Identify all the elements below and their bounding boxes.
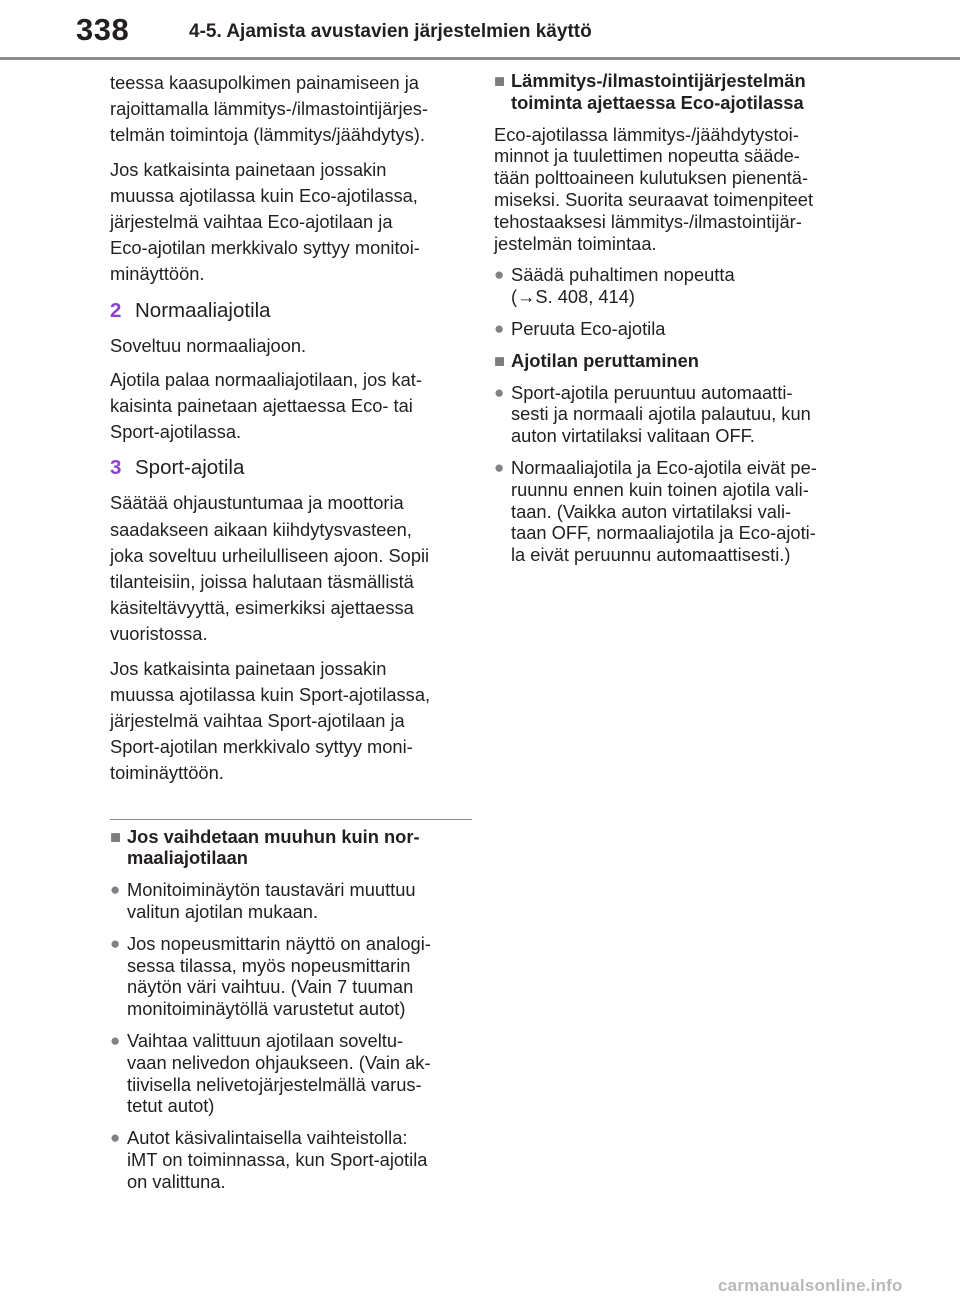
text-line: toiminäyttöön.	[110, 762, 224, 784]
text-line: Autot käsivalintaisella vaihteistolla:	[127, 1127, 408, 1149]
text-line: tiivisella nelivetojärjestelmällä varus-	[127, 1073, 422, 1095]
text-line: Lämmitys-/ilmastointijärjestelmän	[511, 70, 806, 91]
text-line: jestelmän toimintaa.	[494, 232, 657, 254]
round-bullet-icon: ●	[110, 1031, 121, 1051]
text-line: valitun ajotilan mukaan.	[127, 901, 319, 923]
cancel-bullets	[494, 382, 854, 566]
bullet-text	[511, 457, 817, 566]
text-line: Säädä puhaltimen nopeutta	[511, 264, 735, 286]
section-divider	[110, 819, 472, 820]
mode-3-note	[110, 656, 466, 787]
text-line: Säätää ohjaustuntumaa ja moottoria	[110, 492, 404, 514]
text-line: Sport-ajotila peruuntuu automaatti-	[511, 381, 793, 403]
header-divider	[0, 57, 960, 60]
text-line: Sport-ajotilan merkkivalo syttyy moni-	[110, 736, 413, 758]
intro-paragraph	[110, 70, 466, 149]
round-bullet-icon: ●	[494, 318, 505, 338]
text-line: Peruuta Eco-ajotila	[511, 317, 666, 339]
square-bullet-icon: ■	[110, 825, 122, 847]
bullet-item	[110, 1127, 466, 1192]
text-line: Ajotila palaa normaaliajotilaan, jos kat-	[110, 368, 422, 390]
text-line: joka soveltuu urheilulliseen ajoon. Sopii	[110, 544, 430, 566]
page-header	[0, 0, 960, 62]
other-mode-bullets	[110, 879, 466, 1192]
text-line: kaisinta painetaan ajettaessa Eco- tai	[110, 395, 413, 417]
text-line: näytön väri vaihtuu. (Vain 7 tuuman	[127, 976, 414, 998]
text-line: minäyttöön.	[110, 263, 205, 285]
cancel-heading	[494, 350, 854, 372]
mode-2-number: 2	[110, 298, 122, 322]
text-line: tään polttoaineen kulutuksen pienentä-	[494, 167, 809, 189]
text-line: toiminta ajettaessa Eco-ajotilassa	[511, 91, 804, 113]
text-line: taan OFF, normaaliajotila ja Eco-ajoti-	[511, 522, 816, 544]
text-line: maaliajotilaan	[127, 847, 248, 869]
cancel-heading-text	[511, 350, 699, 372]
other-mode-heading-text	[127, 826, 420, 870]
climate-paragraph	[494, 124, 854, 255]
round-bullet-icon: ●	[494, 265, 505, 285]
square-bullet-icon: ■	[494, 349, 506, 371]
bullet-item	[110, 1030, 466, 1117]
mode-2-description	[110, 333, 466, 359]
text-line: Normaaliajotila ja Eco-ajotila eivät pe-	[511, 456, 817, 478]
bullet-item	[494, 264, 854, 308]
bullet-text	[127, 879, 416, 923]
bullet-text	[127, 1030, 431, 1117]
watermark: carmanualsonline.info	[718, 1276, 903, 1295]
round-bullet-icon: ●	[110, 933, 121, 953]
text-line: ruunnu ennen kuin toinen ajotila vali-	[511, 478, 809, 500]
text-line: Jos vaihdetaan muuhun kuin nor-	[127, 825, 420, 847]
text-line: vuoristossa.	[110, 623, 208, 645]
text-line: saadakseen aikaan kiihdytysvasteen,	[110, 518, 412, 540]
mode-2-note	[110, 367, 466, 446]
section-title: 4-5. Ajamista avustavien järjestelmien käyttö	[189, 21, 592, 42]
text-line: sesti ja normaali ajotila palautuu, kun	[511, 403, 811, 425]
text-line: Ajotilan peruttaminen	[511, 349, 699, 371]
bullet-text	[127, 933, 431, 1020]
text-line: järjestelmä vaihtaa Eco-ajotilaan ja	[110, 211, 393, 233]
text-line: Monitoiminäytön taustaväri muuttuu	[127, 879, 416, 901]
round-bullet-icon: ●	[110, 880, 121, 900]
left-column	[110, 70, 466, 1193]
round-bullet-icon: ●	[110, 1128, 121, 1148]
text-line: rajoittamalla lämmitys-/ilmastointijärjes-	[110, 98, 428, 120]
text-line: tetut autot)	[127, 1095, 215, 1117]
mode-2-heading	[110, 297, 466, 325]
text-line: muussa ajotilassa kuin Eco-ajotilassa,	[110, 184, 418, 206]
round-bullet-icon: ●	[494, 382, 505, 402]
bullet-item	[110, 879, 466, 923]
text-line: monitoiminäytöllä varustetut autot)	[127, 998, 406, 1020]
mode-3-number: 3	[110, 456, 122, 480]
text-line: Jos katkaisinta painetaan jossakin	[110, 158, 387, 180]
climate-bullets	[494, 264, 854, 339]
bullet-item	[110, 933, 466, 1020]
text-line: Jos katkaisinta painetaan jossakin	[110, 657, 387, 679]
text-line: iMT on toiminnassa, kun Sport-ajotila	[127, 1149, 428, 1171]
bullet-item	[494, 318, 854, 340]
text-line: muussa ajotilassa kuin Sport-ajotilassa,	[110, 683, 431, 705]
text-line: käsiteltävyyttä, esimerkiksi ajettaessa	[110, 597, 414, 619]
climate-heading-text	[511, 70, 806, 114]
bullet-item	[494, 382, 854, 447]
text-line: on valittuna.	[127, 1170, 226, 1192]
text-line: miseksi. Suorita seuraavat toimenpiteet	[494, 188, 814, 210]
text-line: teessa kaasupolkimen painamiseen ja	[110, 72, 419, 93]
bullet-text	[511, 264, 735, 308]
text-line: vaan nelivedon ohjaukseen. (Vain ak-	[127, 1051, 431, 1073]
other-mode-heading	[110, 826, 466, 870]
text-line: Vaihtaa valittuun ajotilaan soveltu-	[127, 1030, 404, 1052]
right-column	[494, 70, 854, 566]
text-line: tehostaaksesi lämmitys-/ilmastointijär-	[494, 210, 802, 232]
text-line: la eivät peruunnu automaattisesti.)	[511, 544, 791, 566]
text-line: Eco-ajotilan merkkivalo syttyy monitoi-	[110, 237, 420, 259]
bullet-text	[511, 382, 811, 447]
mode-3-heading	[110, 454, 466, 482]
text-line: taan. (Vaikka auton virtatilaksi vali-	[511, 500, 792, 522]
text-line: telmän toimintoja (lämmitys/jäähdytys).	[110, 124, 425, 146]
text-line: sessa tilassa, myös nopeusmittarin	[127, 954, 411, 976]
text-line: Soveltuu normaaliajoon.	[110, 334, 307, 356]
text-line: Eco-ajotilassa lämmitys-/jäähdytystoi-	[494, 123, 799, 145]
page-number: 338	[76, 12, 130, 47]
text-line: Sport-ajotilassa.	[110, 421, 242, 443]
climate-heading	[494, 70, 854, 114]
mode-3-description	[110, 490, 466, 647]
eco-switch-note	[110, 157, 466, 288]
mode-2-title: Normaaliajotila	[135, 298, 271, 322]
bullet-item	[494, 457, 854, 566]
text-line: tilanteisiin, joissa halutaan täsmällistä	[110, 571, 414, 593]
square-bullet-icon: ■	[494, 70, 506, 91]
text-line: auton virtatilaksi valitaan OFF.	[511, 425, 755, 447]
text-line: minnot ja tuulettimen nopeutta sääde-	[494, 145, 800, 167]
round-bullet-icon: ●	[494, 457, 505, 477]
text-line: Jos nopeusmittarin näyttö on analogi-	[127, 932, 431, 954]
bullet-text	[511, 318, 665, 340]
text-line: järjestelmä vaihtaa Sport-ajotilaan ja	[110, 710, 405, 732]
bullet-text	[127, 1127, 427, 1192]
text-line: (→S. 408, 414)	[511, 286, 635, 308]
mode-3-title: Sport-ajotila	[135, 456, 245, 480]
